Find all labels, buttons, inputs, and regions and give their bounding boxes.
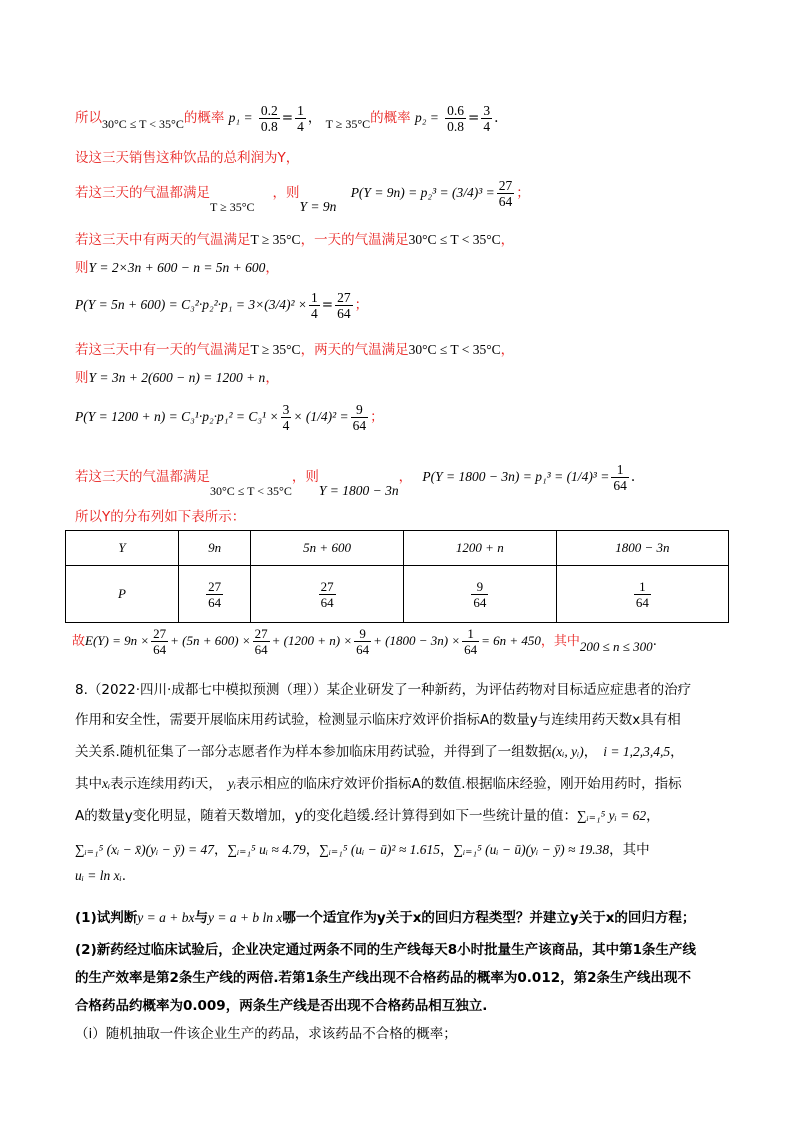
problem-8-line-6: ∑ᵢ₌₁⁵ (xᵢ − x̄)(yᵢ − ȳ) = 47，∑ᵢ₌₁⁵ uᵢ ≈ 4.79，∑ᵢ₌₁⁵ (uᵢ − ū)² ≈ 1.615，∑ᵢ₌₁⁵ (uᵢ − ū)(yᵢ − ȳ) ≈ 19.38，其中 [75, 842, 650, 858]
p1-label: p₁ = [228, 110, 253, 125]
question-2-line-3: 合格药品约概率为0.009，两条生产线是否出现不合格药品相互独立. [75, 998, 488, 1014]
problem-8-line-2: 作用和安全性，需要开展临床用药试验，检测显示临床疗效评价指标A的数量y与连续用药天数x具有相 [75, 712, 681, 728]
table-cell: 1800 − 3n [556, 531, 728, 566]
table-cell: $\frac{27}{64}$ [251, 566, 404, 623]
solution-line-3: 若这三天的气温都满足T ≥ 35°C，则Y = 9n P(Y = 9n) = p₂³ = (3/4)³ = $\frac{27}{64}$ ； [75, 178, 530, 214]
table-cell: $\frac{9}{64}$ [403, 566, 556, 623]
text-prob: 的概率 [183, 110, 225, 126]
table-cell: Y [66, 531, 179, 566]
distribution-table [65, 530, 729, 623]
question-2-sub-i: （i）随机抽取一件该企业生产的药品，求该药品不合格的概率； [75, 1026, 457, 1042]
problem-8-line-1: 8.（2022·四川·成都七中模拟预测（理））某企业研发了一种新药，为评估药物对目标适应症患者的治疗 [75, 682, 692, 698]
solution-line-1: 所以30°C ≤ T < 35°C的概率 p₁ = $\frac{0.2}{0.8}$ = $\frac{1}{4}$ ， T ≥ 35°C的概率 p₂ = $\frac{0.6}{0.8}$ = $\frac{3}{4}$ . [75, 103, 499, 134]
solution-line-6: P(Y = 5n + 600) = C₃²·p₂²·p₁ = 3×(3/4)² × $\frac{1}{4}$ = $\frac{27}{64}$ ； [75, 290, 369, 321]
solution-line-11: 所以Y的分布列如下表所示： [75, 509, 246, 525]
solution-line-9: P(Y = 1200 + n) = C₃¹·p₂·p₁² = C₃¹ × $\frac{3}{4}$ × (1/4)² = $\frac{9}{64}$ ； [75, 402, 384, 433]
question-1: (1)试判断y = a + bx与y = a + b ln x哪一个适宜作为y关于x的回归方程类型？并建立y关于x的回归方程； [75, 910, 696, 926]
fraction: $\frac{1}{4}$ [297, 103, 304, 134]
table-cell: P [66, 566, 179, 623]
table-cell: $\frac{1}{64}$ [556, 566, 728, 623]
problem-8-line-5: A的数量y变化明显，随着天数增加，y的变化趋缓.经计算得到如下一些统计量的值：∑ᵢ₌₁⁵ yᵢ = 62， [75, 808, 660, 824]
solution-line-5: 则Y = 2×3n + 600 − n = 5n + 600， [75, 260, 279, 276]
solution-line-4: 若这三天中有两天的气温满足T ≥ 35°C，一天的气温满足30°C ≤ T < 35°C， [75, 232, 515, 248]
fraction: $\frac{3}{4}$ [483, 103, 491, 134]
table-cell: 5n + 600 [251, 531, 404, 566]
fraction: $\frac{0.6}{0.8}$ [447, 103, 465, 134]
table-cell: 9n [179, 531, 251, 566]
text-so: 所以 [75, 110, 102, 126]
solution-line-12: 故E(Y) = 9n × $\frac{27}{64}$ + (5n + 600) × $\frac{27}{64}$ + (1200 + n) × $\frac{9}{64}$ + (1800 − 3n) × $\frac{1}{64}$ = 6n + 450，其中200 ≤ n ≤ 300. [72, 626, 657, 657]
solution-line-2: 设这三天销售这种饮品的总利润为Y， [75, 150, 300, 166]
solution-line-8: 则Y = 3n + 2(600 − n) = 1200 + n， [75, 370, 279, 386]
problem-8-line-3: 关关系.随机征集了一部分志愿者作为样本参加临床用药试验，并得到了一组数据(xᵢ, yᵢ)， i = 1,2,3,4,5， [75, 744, 684, 760]
question-2-line-2: 的生产效率是第2条生产线的两倍.若第1条生产线出现不合格药品的概率为0.012，第2条生产线出现不 [75, 970, 692, 986]
fraction: $\frac{0.2}{0.8}$ [260, 103, 278, 134]
solution-line-7: 若这三天中有一天的气温满足T ≥ 35°C，两天的气温满足30°C ≤ T < 35°C， [75, 342, 515, 358]
table-cell: 1200 + n [403, 531, 556, 566]
temp-range-1: 30°C ≤ T < 35°C [102, 117, 184, 131]
temp-range-2: T ≥ 35°C [325, 117, 371, 131]
table-cell: $\frac{27}{64}$ [179, 566, 251, 623]
table-row [66, 566, 729, 623]
table-row [66, 531, 729, 566]
problem-8-line-7: uᵢ = ln xᵢ. [75, 868, 127, 884]
problem-8-line-4: 其中xᵢ表示连续用药i天， yᵢ表示相应的临床疗效评价指标A的数值.根据临床经验，刚开始用药时，指标 [75, 776, 682, 792]
p2-label: p₂ = [414, 110, 439, 125]
solution-line-10: 若这三天的气温都满足30°C ≤ T < 35°C，则Y = 1800 − 3n， P(Y = 1800 − 3n) = p₁³ = (1/4)³ = $\frac{1}{64}$ . [75, 462, 636, 498]
question-2-line-1: (2)新药经过临床试验后，企业决定通过两条不同的生产线每天8小时批量生产该商品，其中第1条生产线 [75, 942, 697, 958]
